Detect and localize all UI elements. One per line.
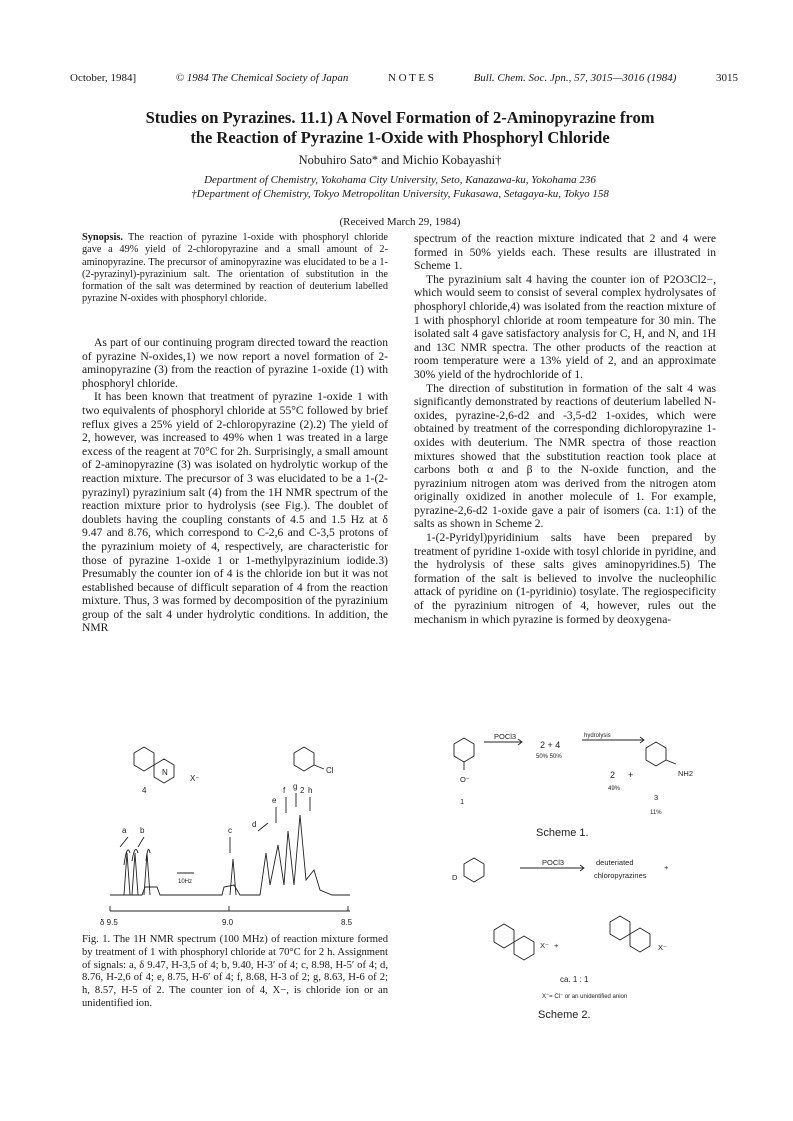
intermediate-yields: 50% 50% <box>536 754 562 760</box>
pyrazine-oxide-ring <box>454 738 474 762</box>
reagent-label: POCl3 <box>542 858 565 867</box>
title-line-1: Studies on Pyrazines. 11.1) A Novel Formation of 2-Aminopyrazine from <box>145 108 655 127</box>
peak-label-h: h <box>308 786 313 795</box>
plus-sign: + <box>664 863 669 872</box>
peak-label-b: b <box>140 826 145 835</box>
chlorine-label: Cl <box>326 766 334 775</box>
section-name: N O T E S <box>387 72 435 84</box>
figure-caption: Fig. 1. The 1H NMR spectrum (100 MHz) of reaction mixture formed by treatment of 1 with phosphoryl chloride at 70°C for 2 h. Assignment of signals: a, δ 9.47, H-3,5 of 4; b, 9.40, H-3′ of 4; c, 8.98, H-5′ of 4; d, 8.76, H-2,6 of 4; e, 8.75, H-6′ of 4; f, 8.68, H-3 of 2; g, 8.63, H-6 of 2; h, 8.57, H-5 of 2. The counter ion of 4, X−, is chloride ion or an unidentified ion. <box>82 934 388 1009</box>
scheme-2-caption: Scheme 2. <box>538 1009 591 1021</box>
paragraph: It has been known that treatment of pyrazine 1-oxide 1 with two equivalents of phosphoryl chloride at 55°C followed by brief reflux gives a 25% yield of 2-chloropyrazine (2).2) The yield of 2, however, was increased to 49% when 1 was treated in a large excess of the reagent at 70°C for 2h. Surprisingly, a small amount of 2-aminopyrazine (3) was isolated on hydrolytic workup of the reaction mixture. The precursor of 3 was elucidated to be a 1-(2-pyrazinyl) pyrazinium salt (4) from the 1H NMR spectrum of the reaction mixture prior to hydrolysis (see Fig.). The doublet of doublets having the coupling constants of 4.5 and 1.5 Hz at δ 9.47 and 8.76, which correspond to C-2,6 and C-3,5 protons of the pyrazinium moiety of 4, respectively, are characteristic for those of pyrazine 1-oxide 1 or 1-methylpyrazinium iodide.3) Presumably the counter ion of 4 is the chloride ion but it was not established because of difficult separation of 4 from the reaction mixture. Thus, 3 was formed by decomposition of the pyrazinium group of the salt 4 under hydrolytic conditions. In addition, the NMR <box>82 390 388 635</box>
copyright: © 1984 The Chemical Society of Japan <box>175 72 349 84</box>
paragraph: 1-(2-Pyridyl)pyridinium salts have been prepared by treatment of pyridine 1-oxide with tosyl chloride in pyridine, and the hydrolysis of these salts gives aminopyridines.5) The formation of the salt is believed to involve the nucleophilic attack of pyridine on (1-pyridinio) tosylate. The regiospecificity of the pyrazinium nitrogen of 4, however, rules out the mechanism in which pyrazine is formed by deoxygena- <box>414 531 717 626</box>
counter-ion: X⁻ <box>190 774 200 783</box>
paragraph: The direction of substitution in formation of the salt 4 was significantly demonstrated by reactions of deuterium labelled N-oxides, pyrazine-2,6-d2 and -3,5-d2 1-oxides, which were obtained by treatment of the corresponding dichloropyrazine 1-oxides with deuterium. The NMR spectra of those reaction mixtures showed that the substitution reaction took place at carbons both α and β to the N-oxide function, and the pyrazinium nitrogen atom was derived from the nitrogen atom originally oxidized in another molecule of 1. For example, pyrazine-2,6-d2 1-oxide gave a pair of isomers (ca. 1:1) of the salts as shown in Scheme 2. <box>414 381 716 531</box>
paragraph: spectrum of the reaction mixture indicated that 2 and 4 were formed in 50% yields each. These results are illustrated in Scheme 1. <box>414 232 716 273</box>
aminopyrazine-ring <box>646 742 666 766</box>
counter-ion-b: X⁻ <box>658 943 667 952</box>
scale-label: 10Hz <box>178 879 193 885</box>
scheme-1 <box>414 730 716 842</box>
journal-citation: Bull. Chem. Soc. Jpn., 57, 3015—3016 (1984) <box>473 72 677 84</box>
body-right-column <box>414 232 716 626</box>
axis-tick-9.0: 9.0 <box>222 918 234 927</box>
peak-label-e: e <box>272 796 277 805</box>
axis-tick-9.5: δ 9.5 <box>100 918 118 927</box>
issue-date: October, 1984] <box>70 72 137 84</box>
product-text-2: chloropyrazines <box>594 871 647 880</box>
nmr-figure <box>82 735 388 933</box>
sm-label: 1 <box>460 797 465 806</box>
peak-label-f: f <box>283 786 286 795</box>
salt-b-ring-2 <box>630 928 650 952</box>
plus-sign-2: + <box>554 941 559 950</box>
product-3-yield: 11% <box>650 810 662 816</box>
running-header <box>70 72 738 84</box>
oxide-label: O⁻ <box>460 775 470 784</box>
affiliation-1: Department of Chemistry, Yokohama City University, Seto, Kanazawa-ku, Yokohama 236 <box>204 174 596 186</box>
reagent-label: POCl3 <box>494 732 517 741</box>
page-number: 3015 <box>715 72 738 84</box>
synopsis <box>82 232 388 306</box>
paragraph: As part of our continuing program directed toward the reaction of pyrazine N-oxides,1) we now report a novel formation of 2-aminopyrazine (3) from the reaction of pyrazine 1-oxide (1) with phosphoryl chloride. <box>82 336 388 390</box>
peak-label-a: a <box>122 826 127 835</box>
peak-label-d: d <box>252 820 257 829</box>
scheme-2 <box>414 850 716 1032</box>
intermediate-products: 2 + 4 <box>540 740 561 750</box>
article-title <box>60 108 740 148</box>
salt-a-ring-2 <box>514 936 534 960</box>
peak-label-g: g <box>293 782 298 791</box>
title-line-2: the Reaction of Pyrazine 1-Oxide with Phosphoryl Chloride <box>190 128 610 147</box>
body-left-column <box>82 336 388 635</box>
amine-group: NH2 <box>678 769 694 778</box>
deuterated-oxide-ring <box>464 858 484 882</box>
ring-n-label: N <box>162 768 168 777</box>
product-2-label: 2 <box>610 770 616 780</box>
pyrazine-ring <box>134 747 154 771</box>
axis-tick-8.5: 8.5 <box>341 918 353 927</box>
author-list: Nobuhiro Sato* and Michio Kobayashi† <box>298 153 502 167</box>
isomer-ratio: ca. 1 : 1 <box>560 975 589 984</box>
compound-4-label: 4 <box>142 786 147 795</box>
synopsis-text: The reaction of pyrazine 1-oxide with phosphoryl chloride gave a 49% yield of 2-chloropyrazine and a small amount of 2-aminopyrazine. The precursor of aminopyrazine was elucidated to be a 1-(2-pyrazinyl)-pyrazinium salt. The orientation of substitution in the formation of the salt was determined by reaction of deuterium labelled pyrazine N-oxides with phosphoryl chloride. <box>82 232 388 305</box>
deuterium-label: D <box>452 873 458 882</box>
compound-2-label: 2 <box>300 786 305 795</box>
peak-label-c: c <box>228 826 232 835</box>
anion-note: X⁻= Cl⁻ or an unidentified anion <box>542 994 628 1000</box>
product-text: deuteriated <box>596 858 634 867</box>
synopsis-label: Synopsis. <box>82 232 123 243</box>
plus-sign: + <box>628 770 634 780</box>
received-date: (Received March 29, 1984) <box>339 216 461 228</box>
hydrolysis-label: hydrolysis <box>584 733 611 739</box>
counter-ion-a: X⁻ <box>540 941 549 950</box>
product-3-label: 3 <box>654 793 659 802</box>
salt-b-ring-1 <box>610 916 630 940</box>
affiliation-2: †Department of Chemistry, Tokyo Metropolitan University, Fukasawa, Setagaya-ku, Tokyo 158 <box>191 188 609 200</box>
product-2-yield: 49% <box>608 786 621 792</box>
scheme-1-caption: Scheme 1. <box>536 827 589 839</box>
paragraph: The pyrazinium salt 4 having the counter ion of P2O3Cl2−, which would seem to consist of several complex hydrolysates of phosphoryl chloride,4) was isolated from the reaction mixture of 1 with phosphoryl chloride at room tempeature for 30 min. The isolated salt 4 gave satisfactory analysis for C, H, and N, and 1H and 13C NMR spectra. The other products of the reaction at room temperature were a 13% yield of 2, and an approximate 30% yield of the hydrochloride of 1. <box>414 272 716 381</box>
chloropyrazine-ring <box>294 747 314 771</box>
salt-a-ring-1 <box>494 924 514 948</box>
